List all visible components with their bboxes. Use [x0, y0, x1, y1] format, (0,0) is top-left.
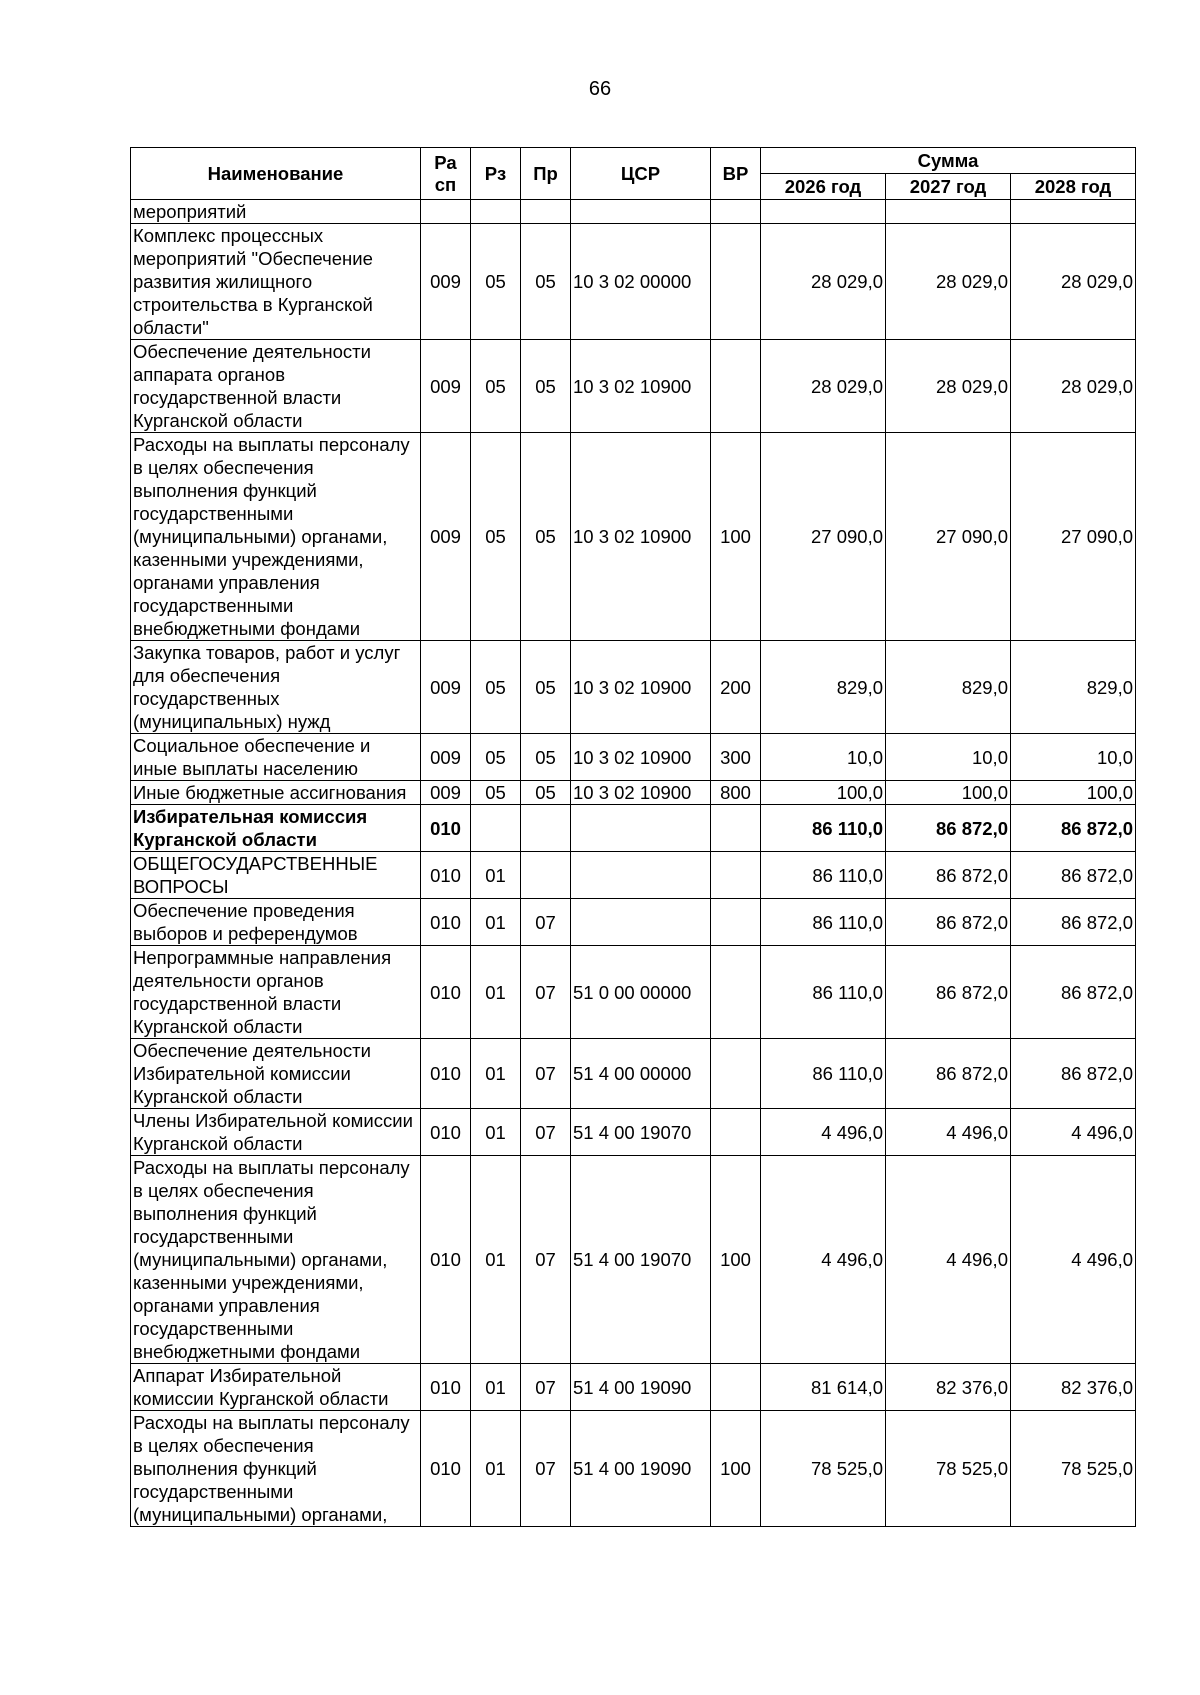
- cell-csr: [571, 200, 711, 224]
- header-summa: Сумма: [761, 148, 1136, 174]
- cell-csr: 51 0 00 00000: [571, 946, 711, 1039]
- table-row: [131, 781, 1136, 805]
- cell-rasp: 010: [421, 852, 471, 899]
- cell-pr: 07: [521, 1109, 571, 1156]
- cell-csr: 10 3 02 10900: [571, 781, 711, 805]
- cell-csr: 10 3 02 10900: [571, 734, 711, 781]
- cell-name: Иные бюджетные ассигнования: [131, 781, 421, 805]
- cell-name: Члены Избирательной комиссии Курганской области: [131, 1109, 421, 1156]
- cell-sum-2026: 829,0: [761, 641, 886, 734]
- cell-rz: 05: [471, 734, 521, 781]
- cell-name: Комплекс процессных мероприятий "Обеспечение развития жилищного строительства в Курганской области": [131, 224, 421, 340]
- cell-name: Расходы на выплаты персоналу в целях обеспечения выполнения функций государственными (муниципальными) органами, казенными учреждениями, органами управления государственными внебюджетными фондами: [131, 433, 421, 641]
- cell-pr: 07: [521, 1364, 571, 1411]
- table-row: [131, 805, 1136, 852]
- cell-sum-2028: 100,0: [1011, 781, 1136, 805]
- cell-sum-2028: 78 525,0: [1011, 1411, 1136, 1527]
- cell-name: Избирательная комиссия Курганской области: [131, 805, 421, 852]
- cell-vr: [711, 340, 761, 433]
- cell-vr: [711, 1364, 761, 1411]
- cell-rasp: [421, 200, 471, 224]
- cell-vr: [711, 946, 761, 1039]
- cell-rasp: 009: [421, 224, 471, 340]
- cell-vr: [711, 899, 761, 946]
- cell-sum-2026: 81 614,0: [761, 1364, 886, 1411]
- table-row: [131, 1364, 1136, 1411]
- cell-rasp: 009: [421, 781, 471, 805]
- cell-sum-2026: 28 029,0: [761, 224, 886, 340]
- table-body: [131, 200, 1136, 1527]
- cell-vr: [711, 1039, 761, 1109]
- cell-vr: 300: [711, 734, 761, 781]
- cell-sum-2026: 4 496,0: [761, 1156, 886, 1364]
- cell-rz: 01: [471, 1156, 521, 1364]
- cell-sum-2028: 86 872,0: [1011, 805, 1136, 852]
- cell-rasp: 010: [421, 1109, 471, 1156]
- cell-sum-2028: 86 872,0: [1011, 1039, 1136, 1109]
- cell-sum-2027: 86 872,0: [886, 1039, 1011, 1109]
- cell-vr: [711, 852, 761, 899]
- cell-name: Аппарат Избирательной комиссии Курганской области: [131, 1364, 421, 1411]
- table-row: [131, 1156, 1136, 1364]
- cell-name: Непрограммные направления деятельности органов государственной власти Курганской области: [131, 946, 421, 1039]
- cell-csr: 51 4 00 19090: [571, 1411, 711, 1527]
- cell-csr: [571, 852, 711, 899]
- cell-rz: [471, 200, 521, 224]
- cell-csr: 51 4 00 19070: [571, 1109, 711, 1156]
- table-row: [131, 1411, 1136, 1527]
- cell-rz: 01: [471, 946, 521, 1039]
- cell-rz: 01: [471, 1411, 521, 1527]
- page-number: 66: [588, 78, 612, 100]
- cell-sum-2028: 27 090,0: [1011, 433, 1136, 641]
- cell-rz: 05: [471, 340, 521, 433]
- cell-sum-2028: 86 872,0: [1011, 852, 1136, 899]
- cell-sum-2026: 86 110,0: [761, 899, 886, 946]
- cell-csr: 51 4 00 19070: [571, 1156, 711, 1364]
- cell-sum-2028: 4 496,0: [1011, 1156, 1136, 1364]
- cell-sum-2027: 10,0: [886, 734, 1011, 781]
- cell-csr: 10 3 02 10900: [571, 433, 711, 641]
- cell-name: Социальное обеспечение и иные выплаты населению: [131, 734, 421, 781]
- cell-sum-2027: 82 376,0: [886, 1364, 1011, 1411]
- cell-rasp: 010: [421, 946, 471, 1039]
- cell-rz: 05: [471, 641, 521, 734]
- cell-pr: [521, 200, 571, 224]
- cell-rasp: 010: [421, 1364, 471, 1411]
- table-row: [131, 1039, 1136, 1109]
- cell-vr: [711, 224, 761, 340]
- cell-sum-2027: 4 496,0: [886, 1156, 1011, 1364]
- cell-vr: 200: [711, 641, 761, 734]
- cell-sum-2026: [761, 200, 886, 224]
- cell-rasp: 009: [421, 641, 471, 734]
- cell-sum-2026: 86 110,0: [761, 805, 886, 852]
- header-rasp: Ра сп: [421, 148, 471, 200]
- cell-sum-2027: 28 029,0: [886, 224, 1011, 340]
- cell-name: Обеспечение проведения выборов и референдумов: [131, 899, 421, 946]
- table-row: [131, 641, 1136, 734]
- cell-sum-2026: 10,0: [761, 734, 886, 781]
- budget-table: [130, 147, 1136, 1527]
- cell-sum-2026: 78 525,0: [761, 1411, 886, 1527]
- cell-rasp: 010: [421, 1039, 471, 1109]
- cell-sum-2028: 4 496,0: [1011, 1109, 1136, 1156]
- cell-rasp: 010: [421, 1411, 471, 1527]
- cell-name: Расходы на выплаты персоналу в целях обеспечения выполнения функций государственными (муниципальными) органами, казенными учреждениями, органами управления государственными внебюджетными фондами: [131, 1156, 421, 1364]
- cell-vr: [711, 200, 761, 224]
- cell-name: Обеспечение деятельности Избирательной комиссии Курганской области: [131, 1039, 421, 1109]
- cell-sum-2027: 86 872,0: [886, 852, 1011, 899]
- cell-pr: 05: [521, 734, 571, 781]
- cell-sum-2026: 86 110,0: [761, 946, 886, 1039]
- cell-pr: 07: [521, 1039, 571, 1109]
- header-rz: Рз: [471, 148, 521, 200]
- cell-name: ОБЩЕГОСУДАРСТВЕННЫЕ ВОПРОСЫ: [131, 852, 421, 899]
- cell-sum-2028: 10,0: [1011, 734, 1136, 781]
- cell-sum-2027: 86 872,0: [886, 899, 1011, 946]
- cell-sum-2028: 82 376,0: [1011, 1364, 1136, 1411]
- header-year-2028: 2028 год: [1011, 174, 1136, 200]
- cell-sum-2027: 829,0: [886, 641, 1011, 734]
- cell-pr: 07: [521, 1156, 571, 1364]
- cell-sum-2028: 829,0: [1011, 641, 1136, 734]
- cell-rz: 05: [471, 781, 521, 805]
- cell-pr: 05: [521, 433, 571, 641]
- cell-pr: 05: [521, 224, 571, 340]
- table-row: [131, 433, 1136, 641]
- table-row: [131, 1109, 1136, 1156]
- header-csr: ЦСР: [571, 148, 711, 200]
- cell-sum-2027: 4 496,0: [886, 1109, 1011, 1156]
- table-row: [131, 200, 1136, 224]
- cell-rz: 05: [471, 433, 521, 641]
- cell-csr: 51 4 00 19090: [571, 1364, 711, 1411]
- header-year-2027: 2027 год: [886, 174, 1011, 200]
- cell-rz: 01: [471, 1109, 521, 1156]
- cell-sum-2028: 86 872,0: [1011, 899, 1136, 946]
- cell-sum-2026: 86 110,0: [761, 1039, 886, 1109]
- table-row: [131, 224, 1136, 340]
- cell-rz: 01: [471, 899, 521, 946]
- cell-vr: 100: [711, 1411, 761, 1527]
- header-vr: ВР: [711, 148, 761, 200]
- cell-sum-2027: 86 872,0: [886, 805, 1011, 852]
- cell-sum-2026: 28 029,0: [761, 340, 886, 433]
- header-year-2026: 2026 год: [761, 174, 886, 200]
- cell-pr: 07: [521, 899, 571, 946]
- cell-rz: [471, 805, 521, 852]
- table-row: [131, 899, 1136, 946]
- header-pr: Пр: [521, 148, 571, 200]
- cell-rasp: 010: [421, 1156, 471, 1364]
- cell-pr: 05: [521, 340, 571, 433]
- cell-name: мероприятий: [131, 200, 421, 224]
- cell-rasp: 010: [421, 805, 471, 852]
- cell-pr: [521, 805, 571, 852]
- cell-csr: 51 4 00 00000: [571, 1039, 711, 1109]
- cell-sum-2028: 28 029,0: [1011, 340, 1136, 433]
- cell-sum-2026: 27 090,0: [761, 433, 886, 641]
- cell-pr: 07: [521, 1411, 571, 1527]
- cell-name: Расходы на выплаты персоналу в целях обеспечения выполнения функций государственными (муниципальными) органами,: [131, 1411, 421, 1527]
- cell-rz: 05: [471, 224, 521, 340]
- cell-vr: [711, 805, 761, 852]
- cell-sum-2028: 28 029,0: [1011, 224, 1136, 340]
- cell-pr: 07: [521, 946, 571, 1039]
- cell-rz: 01: [471, 1039, 521, 1109]
- cell-rz: 01: [471, 852, 521, 899]
- cell-sum-2027: 78 525,0: [886, 1411, 1011, 1527]
- table-row: [131, 946, 1136, 1039]
- cell-sum-2027: 100,0: [886, 781, 1011, 805]
- cell-sum-2026: 4 496,0: [761, 1109, 886, 1156]
- cell-name: Закупка товаров, работ и услуг для обеспечения государственных (муниципальных) нужд: [131, 641, 421, 734]
- table-row: [131, 734, 1136, 781]
- cell-vr: 800: [711, 781, 761, 805]
- cell-vr: [711, 1109, 761, 1156]
- cell-rasp: 009: [421, 433, 471, 641]
- header-name: Наименование: [131, 148, 421, 200]
- cell-csr: 10 3 02 10900: [571, 641, 711, 734]
- cell-rz: 01: [471, 1364, 521, 1411]
- cell-csr: 10 3 02 10900: [571, 340, 711, 433]
- table-row: [131, 340, 1136, 433]
- cell-sum-2027: 27 090,0: [886, 433, 1011, 641]
- cell-sum-2028: [1011, 200, 1136, 224]
- table-row: [131, 852, 1136, 899]
- cell-vr: 100: [711, 433, 761, 641]
- cell-sum-2028: 86 872,0: [1011, 946, 1136, 1039]
- cell-pr: [521, 852, 571, 899]
- cell-rasp: 010: [421, 899, 471, 946]
- cell-csr: [571, 805, 711, 852]
- cell-rasp: 009: [421, 340, 471, 433]
- cell-rasp: 009: [421, 734, 471, 781]
- cell-name: Обеспечение деятельности аппарата органов государственной власти Курганской области: [131, 340, 421, 433]
- cell-sum-2026: 86 110,0: [761, 852, 886, 899]
- cell-sum-2027: 86 872,0: [886, 946, 1011, 1039]
- cell-sum-2026: 100,0: [761, 781, 886, 805]
- cell-sum-2027: 28 029,0: [886, 340, 1011, 433]
- cell-pr: 05: [521, 781, 571, 805]
- table-header: [131, 148, 1136, 200]
- cell-csr: 10 3 02 00000: [571, 224, 711, 340]
- cell-pr: 05: [521, 641, 571, 734]
- cell-sum-2027: [886, 200, 1011, 224]
- cell-vr: 100: [711, 1156, 761, 1364]
- cell-csr: [571, 899, 711, 946]
